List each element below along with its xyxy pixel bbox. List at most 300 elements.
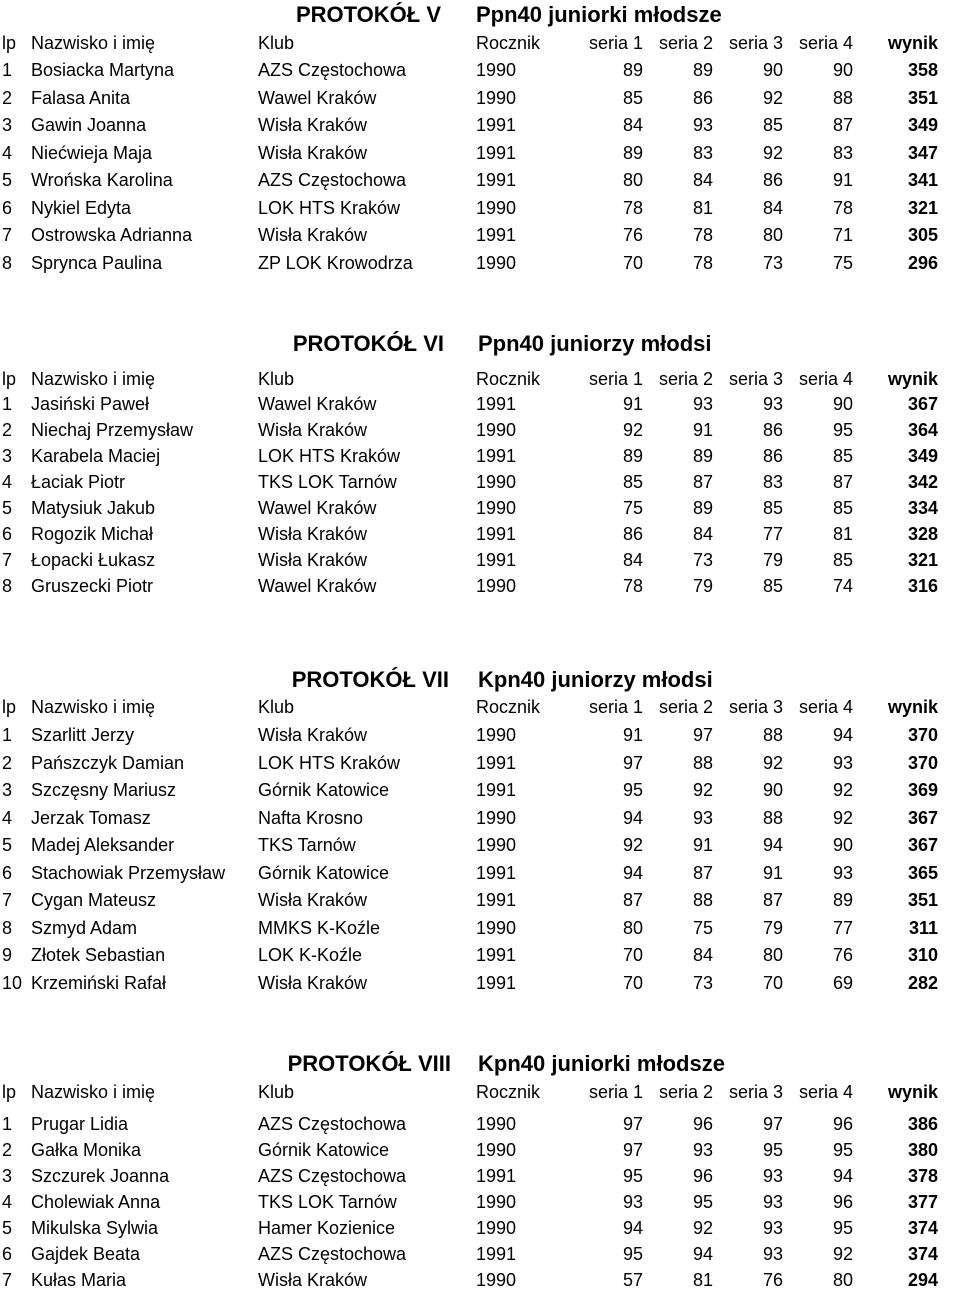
cell-year: 1990	[476, 1114, 517, 1134]
table-row	[0, 222, 960, 248]
cell-seria-1: 84	[622, 550, 643, 570]
cell-result: 377	[907, 1192, 938, 1212]
cell-result: 349	[907, 115, 938, 135]
cell-seria-1: 94	[622, 807, 643, 828]
table-row	[0, 777, 960, 803]
cell-result: 342	[907, 472, 938, 492]
cell-seria-1: 70	[622, 252, 643, 273]
table-row	[0, 521, 960, 547]
cell-seria-1: 84	[622, 115, 643, 135]
cell-name: Gruszecki Piotr	[31, 576, 154, 596]
cell-seria-2: 91	[692, 420, 713, 440]
cell-seria-3: 92	[762, 87, 783, 108]
cell-seria-3: 90	[762, 780, 783, 800]
cell-year: 1991	[476, 752, 517, 773]
table-row	[0, 860, 960, 886]
cell-year: 1991	[476, 972, 517, 993]
cell-seria-4: 78	[832, 197, 853, 218]
cell-club: Wawel Kraków	[258, 87, 377, 108]
cell-name: Cygan Mateusz	[31, 890, 157, 910]
cell-seria-1: 85	[622, 472, 643, 492]
table-row	[0, 112, 960, 138]
cell-year: 1990	[476, 420, 517, 440]
cell-seria-4: 85	[832, 446, 853, 466]
cell-name: Jasiński Paweł	[31, 394, 150, 414]
cell-result: 296	[907, 252, 938, 273]
cell-seria-1: 97	[622, 1140, 643, 1160]
cell-name: Mikulska Sylwia	[31, 1218, 159, 1238]
cell-result: 351	[907, 87, 938, 108]
cell-seria-2: 92	[692, 780, 713, 800]
cell-lp: 2	[2, 1140, 13, 1160]
header-result: wynik	[887, 1082, 938, 1102]
cell-seria-3: 91	[762, 862, 783, 883]
cell-seria-4: 92	[832, 807, 853, 828]
cell-club: LOK K-Koźle	[258, 945, 363, 965]
cell-name: Kułas Maria	[31, 1270, 127, 1290]
cell-name: Stachowiak Przemysław	[31, 862, 226, 883]
cell-year: 1990	[476, 807, 517, 828]
cell-seria-4: 87	[832, 115, 853, 135]
cell-seria-2: 78	[692, 252, 713, 273]
cell-lp: 6	[2, 524, 13, 544]
table-row	[0, 57, 960, 83]
cell-year: 1991	[476, 1244, 517, 1264]
cell-seria-4: 77	[832, 917, 853, 938]
cell-seria-2: 92	[692, 1218, 713, 1238]
cell-year: 1990	[476, 1270, 517, 1290]
cell-lp: 4	[2, 472, 13, 492]
cell-name: Szarlitt Jerzy	[31, 725, 135, 745]
cell-club: AZS Częstochowa	[258, 1244, 407, 1264]
cell-seria-1: 97	[622, 1114, 643, 1134]
cell-seria-3: 88	[762, 807, 783, 828]
cell-seria-2: 96	[692, 1166, 713, 1186]
cell-seria-1: 70	[622, 945, 643, 965]
cell-lp: 6	[2, 862, 13, 883]
protocol-category: Kpn40 juniorzy młodsi	[478, 667, 713, 692]
table-row	[0, 469, 960, 495]
table-row	[0, 1111, 960, 1137]
cell-lp: 2	[2, 87, 13, 108]
cell-result: 370	[907, 725, 938, 745]
cell-result: 367	[907, 394, 938, 414]
cell-lp: 3	[2, 1166, 13, 1186]
cell-club: Wawel Kraków	[258, 498, 377, 518]
cell-year: 1991	[476, 225, 517, 245]
header-lp: lp	[2, 697, 17, 717]
header-lp: lp	[2, 33, 17, 53]
header-seria-1: seria 1	[588, 1082, 643, 1102]
header-name: Nazwisko i imię	[31, 1082, 156, 1102]
cell-seria-1: 94	[622, 862, 643, 883]
cell-name: Bosiacka Martyna	[31, 60, 175, 80]
cell-seria-1: 78	[622, 197, 643, 218]
cell-lp: 8	[2, 917, 13, 938]
cell-seria-1: 89	[622, 446, 643, 466]
cell-lp: 1	[2, 1114, 13, 1134]
table-row	[0, 1189, 960, 1215]
protocol-category: Ppn40 juniorzy młodsi	[478, 331, 712, 356]
cell-year: 1991	[476, 890, 517, 910]
cell-name: Karabela Maciej	[31, 446, 161, 466]
cell-lp: 1	[2, 725, 13, 745]
cell-seria-2: 93	[692, 1140, 713, 1160]
cell-seria-4: 90	[832, 394, 853, 414]
cell-seria-3: 86	[762, 446, 783, 466]
cell-seria-4: 94	[832, 725, 853, 745]
cell-seria-3: 77	[762, 524, 783, 544]
cell-lp: 6	[2, 197, 13, 218]
cell-seria-2: 89	[692, 60, 713, 80]
cell-lp: 5	[2, 170, 13, 190]
cell-lp: 6	[2, 1244, 13, 1264]
cell-club: Wawel Kraków	[258, 394, 377, 414]
cell-lp: 9	[2, 945, 13, 965]
cell-year: 1991	[476, 115, 517, 135]
cell-club: LOK HTS Kraków	[258, 446, 401, 466]
cell-result: 380	[907, 1140, 938, 1160]
cell-seria-2: 93	[692, 394, 713, 414]
cell-club: AZS Częstochowa	[258, 170, 407, 190]
cell-year: 1991	[476, 550, 517, 570]
cell-club: Wisła Kraków	[258, 1270, 368, 1290]
cell-seria-4: 90	[832, 60, 853, 80]
cell-seria-2: 89	[692, 498, 713, 518]
table-row	[0, 887, 960, 913]
header-club: Klub	[258, 369, 295, 389]
cell-seria-3: 93	[762, 1166, 783, 1186]
cell-seria-4: 83	[832, 142, 853, 163]
header-seria-2: seria 2	[658, 33, 713, 53]
cell-result: 369	[907, 780, 938, 800]
cell-year: 1991	[476, 142, 517, 163]
table-row	[0, 85, 960, 111]
cell-year: 1991	[476, 780, 517, 800]
table-row	[0, 970, 960, 996]
table-row	[0, 547, 960, 573]
cell-lp: 4	[2, 142, 13, 163]
cell-seria-2: 93	[692, 807, 713, 828]
cell-club: Wisła Kraków	[258, 524, 368, 544]
cell-seria-4: 93	[832, 862, 853, 883]
cell-seria-3: 85	[762, 115, 783, 135]
cell-year: 1991	[476, 524, 517, 544]
table-row	[0, 832, 960, 858]
header-seria-3: seria 3	[728, 697, 783, 717]
cell-club: Wisła Kraków	[258, 142, 368, 163]
cell-seria-3: 95	[762, 1140, 783, 1160]
cell-lp: 2	[2, 752, 13, 773]
cell-seria-3: 85	[762, 498, 783, 518]
cell-lp: 7	[2, 1270, 13, 1290]
cell-seria-2: 93	[692, 115, 713, 135]
cell-seria-2: 73	[692, 972, 713, 993]
cell-year: 1990	[476, 472, 517, 492]
cell-name: Łopacki Łukasz	[31, 550, 156, 570]
cell-club: LOK HTS Kraków	[258, 752, 401, 773]
cell-year: 1991	[476, 862, 517, 883]
cell-seria-4: 92	[832, 780, 853, 800]
cell-seria-3: 97	[762, 1114, 783, 1134]
cell-seria-1: 95	[622, 1166, 643, 1186]
cell-seria-1: 92	[622, 420, 643, 440]
cell-seria-4: 85	[832, 498, 853, 518]
cell-year: 1991	[476, 394, 517, 414]
header-seria-2: seria 2	[658, 369, 713, 389]
header-seria-1: seria 1	[588, 697, 643, 717]
cell-seria-3: 93	[762, 394, 783, 414]
cell-lp: 1	[2, 394, 13, 414]
cell-seria-2: 87	[692, 862, 713, 883]
protocol-title: PROTOKÓŁ V	[295, 2, 441, 27]
cell-seria-4: 81	[832, 524, 853, 544]
cell-club: Górnik Katowice	[258, 862, 390, 883]
cell-seria-3: 90	[762, 60, 783, 80]
cell-seria-1: 91	[622, 394, 643, 414]
cell-lp: 7	[2, 550, 13, 570]
cell-seria-1: 86	[622, 524, 643, 544]
cell-name: Cholewiak Anna	[31, 1192, 161, 1212]
cell-lp: 1	[2, 60, 13, 80]
cell-seria-4: 76	[832, 945, 853, 965]
cell-name: Szczęsny Mariusz	[31, 780, 177, 800]
cell-name: Wrońska Karolina	[31, 170, 173, 190]
table-header	[0, 694, 960, 720]
table-row	[0, 805, 960, 831]
cell-club: ZP LOK Krowodrza	[258, 252, 413, 273]
cell-seria-1: 80	[622, 917, 643, 938]
cell-seria-3: 73	[762, 252, 783, 273]
cell-seria-4: 91	[832, 170, 853, 190]
cell-seria-2: 73	[692, 550, 713, 570]
cell-year: 1991	[476, 1166, 517, 1186]
protocol-title: PROTOKÓŁ VIII	[287, 1051, 451, 1076]
cell-result: 321	[907, 550, 938, 570]
header-club: Klub	[258, 697, 295, 717]
cell-club: Górnik Katowice	[258, 1140, 390, 1160]
header-name: Nazwisko i imię	[31, 697, 156, 717]
cell-year: 1990	[476, 917, 517, 938]
cell-year: 1990	[476, 725, 517, 745]
header-result: wynik	[887, 33, 938, 53]
table-row	[0, 417, 960, 443]
cell-result: 341	[907, 170, 938, 190]
cell-seria-3: 76	[762, 1270, 783, 1290]
header-name: Nazwisko i imię	[31, 369, 156, 389]
cell-result: 358	[907, 60, 938, 80]
header-club: Klub	[258, 33, 295, 53]
cell-lp: 3	[2, 780, 13, 800]
header-seria-3: seria 3	[728, 1082, 783, 1102]
cell-result: 370	[907, 752, 938, 773]
cell-result: 386	[907, 1114, 938, 1134]
cell-name: Złotek Sebastian	[31, 945, 166, 965]
cell-result: 282	[907, 972, 938, 993]
cell-name: Gałka Monika	[31, 1140, 142, 1160]
cell-name: Pańszczyk Damian	[31, 752, 185, 773]
table-row	[0, 915, 960, 941]
cell-club: TKS Tarnów	[258, 835, 356, 855]
cell-seria-4: 93	[832, 752, 853, 773]
cell-lp: 8	[2, 252, 13, 273]
header-seria-4: seria 4	[798, 1082, 853, 1102]
header-lp: lp	[2, 1082, 17, 1102]
cell-seria-4: 69	[832, 972, 853, 993]
cell-seria-2: 78	[692, 225, 713, 245]
cell-seria-2: 84	[692, 945, 713, 965]
cell-seria-1: 85	[622, 87, 643, 108]
cell-year: 1990	[476, 60, 517, 80]
header-year: Rocznik	[476, 1082, 541, 1102]
protocol-category: Kpn40 juniorki młodsze	[478, 1051, 725, 1076]
cell-seria-4: 89	[832, 890, 853, 910]
cell-club: AZS Częstochowa	[258, 1166, 407, 1186]
table-row	[0, 942, 960, 968]
cell-year: 1990	[476, 87, 517, 108]
cell-club: Górnik Katowice	[258, 780, 390, 800]
cell-seria-3: 80	[762, 225, 783, 245]
cell-seria-3: 92	[762, 752, 783, 773]
cell-club: Wisła Kraków	[258, 890, 368, 910]
cell-seria-1: 57	[622, 1270, 643, 1290]
cell-seria-4: 95	[832, 1218, 853, 1238]
cell-result: 321	[907, 197, 938, 218]
cell-club: Wisła Kraków	[258, 550, 368, 570]
protocol-category: Ppn40 juniorki młodsze	[476, 2, 722, 27]
cell-lp: 5	[2, 1218, 13, 1238]
cell-seria-1: 78	[622, 576, 643, 596]
cell-result: 305	[907, 225, 938, 245]
cell-seria-4: 90	[832, 835, 853, 855]
cell-seria-2: 79	[692, 576, 713, 596]
table-row	[0, 443, 960, 469]
cell-club: AZS Częstochowa	[258, 60, 407, 80]
cell-seria-2: 81	[692, 1270, 713, 1290]
cell-seria-2: 88	[692, 752, 713, 773]
cell-year: 1990	[476, 1192, 517, 1212]
cell-result: 347	[907, 142, 938, 163]
cell-seria-3: 93	[762, 1218, 783, 1238]
cell-result: 294	[907, 1270, 938, 1290]
cell-result: 328	[907, 524, 938, 544]
cell-lp: 7	[2, 890, 13, 910]
header-name: Nazwisko i imię	[31, 33, 156, 53]
cell-seria-3: 93	[762, 1244, 783, 1264]
cell-year: 1991	[476, 170, 517, 190]
header-seria-2: seria 2	[658, 1082, 713, 1102]
cell-club: Hamer Kozienice	[258, 1218, 396, 1238]
cell-club: Nafta Krosno	[258, 807, 364, 828]
table-row	[0, 1267, 960, 1293]
table-row	[0, 1137, 960, 1163]
header-seria-4: seria 4	[798, 369, 853, 389]
header-seria-3: seria 3	[728, 369, 783, 389]
cell-lp: 4	[2, 807, 13, 828]
cell-club: Wisła Kraków	[258, 420, 368, 440]
table-row	[0, 750, 960, 776]
cell-lp: 3	[2, 446, 13, 466]
header-seria-3: seria 3	[728, 33, 783, 53]
cell-seria-2: 96	[692, 1114, 713, 1134]
cell-name: Niećwieja Maja	[31, 142, 153, 163]
header-seria-1: seria 1	[588, 369, 643, 389]
cell-seria-1: 87	[622, 890, 643, 910]
cell-seria-2: 87	[692, 472, 713, 492]
cell-seria-3: 70	[762, 972, 783, 993]
cell-lp: 7	[2, 225, 13, 245]
header-year: Rocznik	[476, 697, 541, 717]
cell-seria-2: 88	[692, 890, 713, 910]
cell-seria-3: 94	[762, 835, 783, 855]
cell-lp: 4	[2, 1192, 13, 1212]
cell-name: Gajdek Beata	[31, 1244, 141, 1264]
cell-name: Szmyd Adam	[31, 917, 138, 938]
table-row	[0, 495, 960, 521]
cell-year: 1991	[476, 446, 517, 466]
cell-seria-4: 95	[832, 420, 853, 440]
cell-seria-4: 75	[832, 252, 853, 273]
cell-seria-2: 83	[692, 142, 713, 163]
cell-year: 1990	[476, 252, 517, 273]
cell-seria-1: 80	[622, 170, 643, 190]
cell-seria-3: 93	[762, 1192, 783, 1212]
cell-year: 1990	[476, 835, 517, 855]
header-seria-2: seria 2	[658, 697, 713, 717]
cell-name: Łaciak Piotr	[31, 472, 126, 492]
cell-club: TKS LOK Tarnów	[258, 1192, 397, 1212]
cell-name: Gawin Joanna	[31, 115, 147, 135]
cell-seria-3: 86	[762, 420, 783, 440]
table-header	[0, 1079, 960, 1105]
cell-result: 310	[907, 945, 938, 965]
cell-seria-3: 86	[762, 170, 783, 190]
cell-seria-1: 75	[622, 498, 643, 518]
table-row	[0, 1241, 960, 1267]
cell-seria-4: 92	[832, 1244, 853, 1264]
cell-seria-3: 79	[762, 917, 783, 938]
cell-seria-4: 74	[832, 576, 853, 596]
header-seria-4: seria 4	[798, 33, 853, 53]
cell-seria-4: 88	[832, 87, 853, 108]
cell-seria-4: 85	[832, 550, 853, 570]
cell-seria-2: 84	[692, 170, 713, 190]
cell-result: 374	[907, 1218, 938, 1238]
cell-result: 351	[907, 890, 938, 910]
header-lp: lp	[2, 369, 17, 389]
cell-seria-2: 75	[692, 917, 713, 938]
cell-name: Falasa Anita	[31, 87, 131, 108]
cell-seria-2: 91	[692, 835, 713, 855]
cell-seria-1: 94	[622, 1218, 643, 1238]
cell-seria-2: 81	[692, 197, 713, 218]
cell-seria-4: 96	[832, 1192, 853, 1212]
cell-seria-2: 86	[692, 87, 713, 108]
cell-seria-4: 80	[832, 1270, 853, 1290]
cell-year: 1990	[476, 576, 517, 596]
cell-year: 1990	[476, 1218, 517, 1238]
cell-seria-4: 94	[832, 1166, 853, 1186]
cell-seria-2: 89	[692, 446, 713, 466]
table-row	[0, 167, 960, 193]
cell-result: 367	[907, 807, 938, 828]
cell-name: Niechaj Przemysław	[31, 420, 194, 440]
protocol-title: PROTOKÓŁ VI	[292, 331, 444, 356]
cell-name: Sprynca Paulina	[31, 252, 163, 273]
cell-seria-4: 71	[832, 225, 853, 245]
cell-seria-2: 97	[692, 725, 713, 745]
cell-seria-3: 85	[762, 576, 783, 596]
